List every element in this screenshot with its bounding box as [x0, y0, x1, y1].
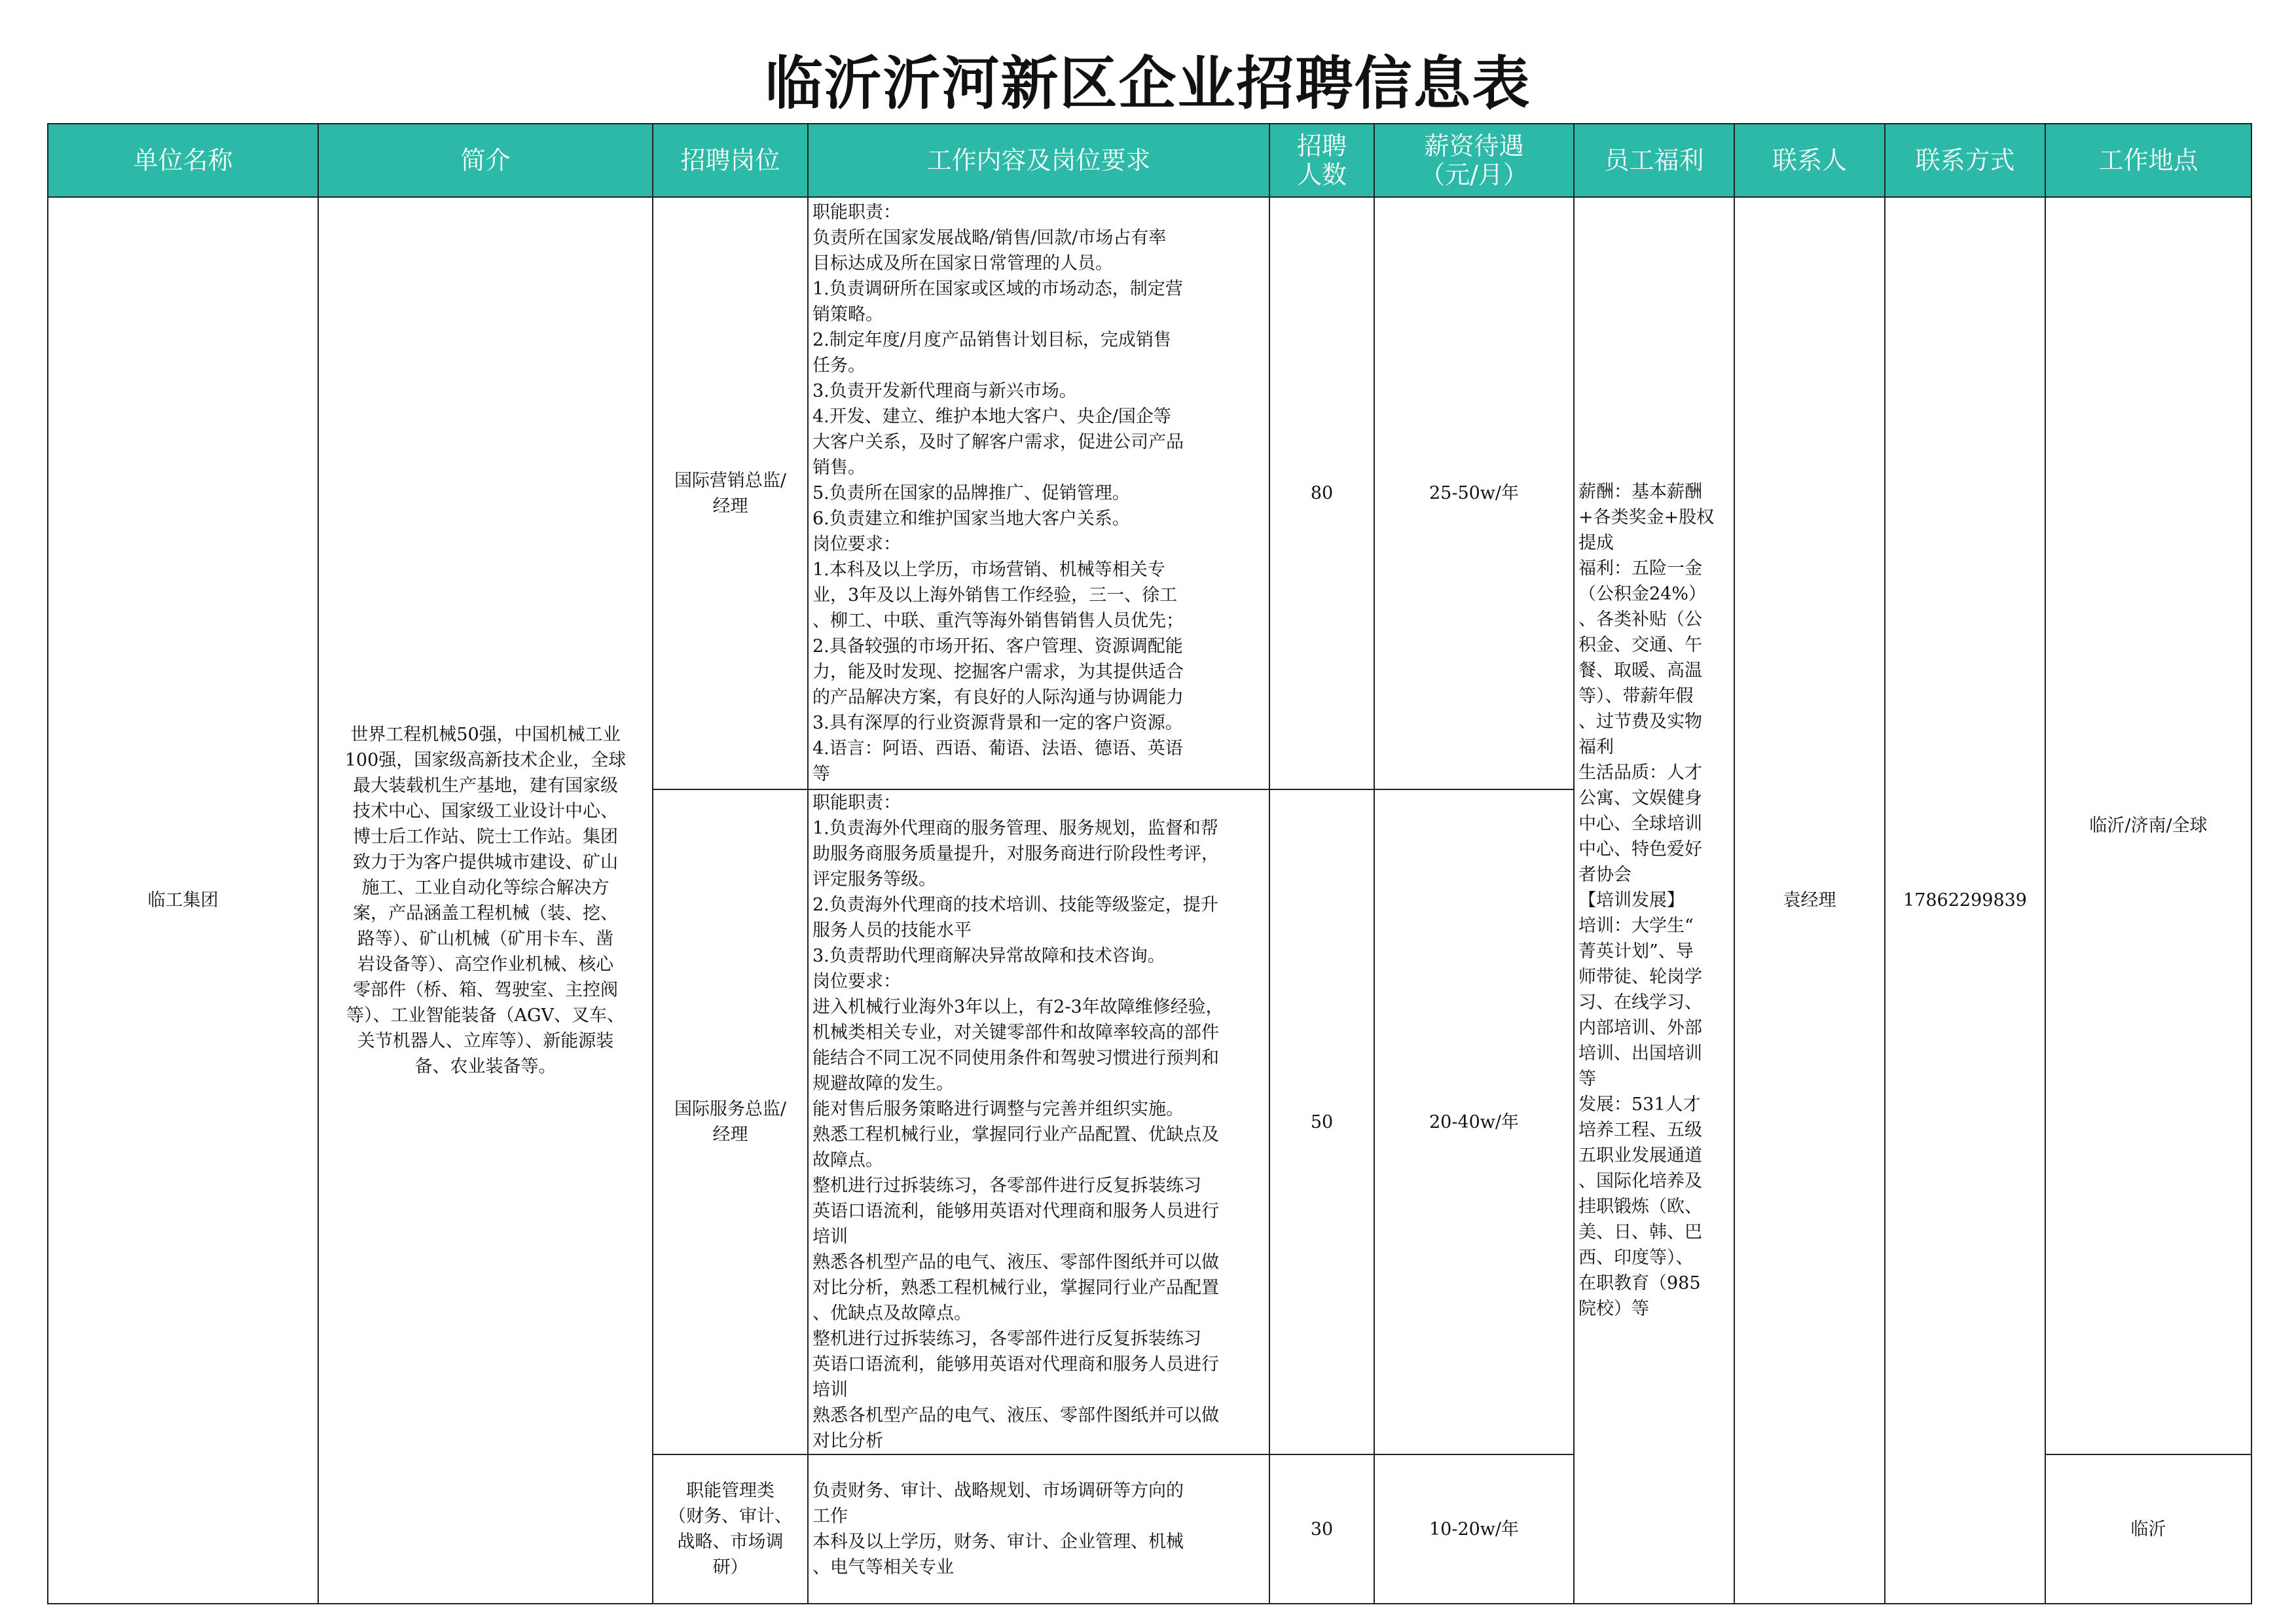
description-line: 本科及以上学历，财务、审计、企业管理、机械: [812, 1532, 1184, 1552]
intro-line: 路等）、矿山机械（矿用卡车、凿: [357, 928, 614, 949]
description-line: 1.负责调研所在国家或区域的市场动态，制定营: [812, 279, 1183, 299]
description-line: 2.制定年度/月度产品销售计划目标，完成销售: [812, 330, 1171, 350]
intro-line: 博士后工作站、院士工作站。集团: [353, 826, 618, 847]
intro-line: 等）、工业智能装备（AGV、叉车、: [346, 1005, 625, 1026]
intro-line: 备、农业装备等。: [414, 1056, 556, 1077]
job-salary: 25-50w/年: [1374, 197, 1574, 789]
description-line: 力，能及时发现、挖掘客户需求，为其提供适合: [812, 662, 1184, 682]
job-location: 临沂: [2045, 1454, 2251, 1604]
intro-line: 零部件（桥、箱、驾驶室、主控阀: [353, 979, 618, 1000]
description-line: 对比分析: [812, 1431, 883, 1451]
benefit-line: 、各类补贴（公: [1578, 609, 1702, 630]
description-line: 3.负责帮助代理商解决异常故障和技术咨询。: [812, 946, 1165, 966]
description-line: 培训: [812, 1380, 848, 1400]
benefit-line: 等: [1578, 1069, 1596, 1089]
description-line: 、柳工、中联、重汽等海外销售销售人员优先；: [812, 611, 1184, 631]
header-phone: 联系方式: [1885, 124, 2045, 197]
description-line: 2.负责海外代理商的技术培训、技能等级鉴定，提升: [812, 895, 1218, 915]
intro-line: 世界工程机械50强，中国机械工业: [350, 724, 621, 745]
intro-line: 100强，国家级高新技术企业，全球: [344, 749, 627, 770]
benefit-line: （公积金24%）: [1578, 584, 1707, 604]
benefit-line: 西、印度等）、: [1578, 1248, 1694, 1268]
intro-line: 致力于为客户提供城市建设、矿山: [353, 852, 618, 873]
description-line: 1.负责海外代理商的服务管理、服务规划，监督和帮: [812, 818, 1218, 839]
description-line: 职能职责：: [812, 793, 901, 813]
description-line: 进入机械行业海外3年以上，有2-3年故障维修经验，: [812, 997, 1224, 1017]
description-line: 熟悉各机型产品的电气、液压、零部件图纸并可以做: [812, 1252, 1219, 1272]
benefit-line: 等）、带薪年假: [1578, 686, 1694, 706]
intro-line: 岩设备等）、高空作业机械、核心: [357, 954, 614, 975]
benefit-line: 内部培训、外部: [1578, 1018, 1702, 1038]
job-position: 国际服务总监/ 经理: [653, 789, 808, 1454]
description-line: 、优缺点及故障点。: [812, 1303, 972, 1324]
description-line: 熟悉工程机械行业，掌握同行业产品配置、优缺点及: [812, 1125, 1219, 1145]
company-benefits: [1574, 197, 1734, 1604]
description-line: 的产品解决方案，有良好的人际沟通与协调能力: [812, 687, 1184, 708]
header-row: [48, 124, 2251, 197]
benefit-line: 、国际化培养及: [1578, 1171, 1702, 1191]
benefit-line: 培训、出国培训: [1578, 1043, 1702, 1064]
company-name: 临工集团: [48, 197, 318, 1604]
benefit-line: 师带徒、轮岗学: [1578, 967, 1702, 987]
benefit-line: +各类奖金+股权: [1578, 507, 1715, 528]
description-line: 负责财务、审计、战略规划、市场调研等方向的: [812, 1481, 1184, 1501]
benefit-line: 薪酬：基本薪酬: [1578, 482, 1702, 502]
job-salary: 20-40w/年: [1374, 789, 1574, 1454]
benefit-line: 提成: [1578, 533, 1614, 553]
description-line: 销策略。: [812, 304, 883, 325]
header-unit-name: 单位名称: [48, 124, 318, 197]
table-row: [48, 197, 2251, 789]
header-contact: 联系人: [1734, 124, 1885, 197]
description-line: 3.负责开发新代理商与新兴市场。: [812, 381, 1077, 401]
job-description: [808, 197, 1269, 789]
benefit-line: 发展：531人才: [1578, 1094, 1701, 1115]
benefit-line: 、过节费及实物: [1578, 712, 1702, 732]
description-line: 岗位要求：: [812, 534, 901, 554]
intro-line: 施工、工业自动化等综合解决方: [361, 877, 610, 898]
description-line: 职能职责：: [812, 202, 901, 223]
description-line: 任务。: [812, 355, 866, 376]
header-intro: 简介: [318, 124, 653, 197]
description-line: 故障点。: [812, 1150, 883, 1170]
description-line: 培训: [812, 1227, 848, 1247]
description-line: 业，3年及以上海外销售工作经验，三一、徐工: [812, 585, 1178, 605]
description-line: 对比分析，熟悉工程机械行业，掌握同行业产品配置: [812, 1278, 1219, 1298]
contact-phone: 17862299839: [1885, 197, 2045, 1604]
benefit-line: 在职教育（985: [1578, 1273, 1701, 1293]
intro-line: 最大装载机生产基地，建有国家级: [353, 775, 618, 796]
description-line: 大客户关系，及时了解客户需求，促进公司产品: [812, 432, 1184, 452]
benefit-line: 【培训发展】: [1578, 890, 1685, 911]
description-line: 能对售后服务策略进行调整与完善并组织实施。: [812, 1099, 1184, 1119]
header-benefits: 员工福利: [1574, 124, 1734, 197]
description-line: 1.本科及以上学历，市场营销、机械等相关专: [812, 560, 1165, 580]
job-location: 临沂/济南/全球: [2045, 197, 2251, 1454]
page-title: 临沂沂河新区企业招聘信息表: [765, 49, 1531, 117]
description-line: 6.负责建立和维护国家当地大客户关系。: [812, 509, 1130, 529]
benefit-line: 者协会: [1578, 865, 1631, 885]
header-content: 工作内容及岗位要求: [808, 124, 1269, 197]
description-line: 销售。: [812, 458, 866, 478]
job-count: 80: [1269, 197, 1374, 789]
description-line: 规避故障的发生。: [812, 1074, 954, 1094]
benefit-line: 中心、特色爱好: [1578, 839, 1702, 859]
job-position: 国际营销总监/ 经理: [653, 197, 808, 789]
benefit-line: 培训：大学生“: [1578, 916, 1694, 936]
description-line: 、电气等相关专业: [812, 1557, 954, 1578]
job-salary: 10-20w/年: [1374, 1454, 1574, 1604]
description-line: 英语口语流利，能够用英语对代理商和服务人员进行: [812, 1201, 1219, 1221]
job-count: 50: [1269, 789, 1374, 1454]
contact-person: 袁经理: [1734, 197, 1885, 1604]
job-description: [808, 789, 1269, 1454]
benefit-line: 福利: [1578, 737, 1614, 757]
benefit-line: 福利：五险一金: [1578, 558, 1702, 579]
description-line: 负责所在国家发展战略/销售/回款/市场占有率: [812, 228, 1167, 248]
job-position: 职能管理类 （财务、审计、 战略、市场调 研）: [653, 1454, 808, 1604]
job-description: [808, 1454, 1269, 1604]
benefit-line: 培养工程、五级: [1578, 1120, 1702, 1140]
job-count: 30: [1269, 1454, 1374, 1604]
description-line: 能结合不同工况不同使用条件和驾驶习惯进行预判和: [812, 1048, 1219, 1068]
description-line: 4.开发、建立、维护本地大客户、央企/国企等: [812, 406, 1171, 427]
benefit-line: 生活品质：人才: [1578, 763, 1702, 783]
description-line: 机械类相关专业，对关键零部件和故障率较高的部件: [812, 1022, 1219, 1043]
intro-line: 技术中心、国家级工业设计中心、: [353, 801, 618, 821]
benefit-line: 积金、交通、午: [1578, 635, 1702, 655]
header-count: 招聘 人数: [1269, 124, 1374, 197]
description-line: 目标达成及所在国家日常管理的人员。: [812, 253, 1113, 274]
description-line: 熟悉各机型产品的电气、液压、零部件图纸并可以做: [812, 1405, 1219, 1426]
description-line: 整机进行过拆装练习，各零部件进行反复拆装练习: [812, 1329, 1201, 1349]
benefit-line: 中心、全球培训: [1578, 814, 1702, 834]
description-line: 助服务商服务质量提升，对服务商进行阶段性考评，: [812, 844, 1219, 864]
benefit-line: 挂职锻炼（欧、: [1578, 1197, 1702, 1217]
description-line: 英语口语流利，能够用英语对代理商和服务人员进行: [812, 1354, 1219, 1375]
description-line: 4.语言：阿语、西语、葡语、法语、德语、英语: [812, 738, 1183, 759]
description-line: 3.具有深厚的行业资源背景和一定的客户资源。: [812, 713, 1183, 733]
description-line: 整机进行过拆装练习，各零部件进行反复拆装练习: [812, 1176, 1201, 1196]
company-intro: [318, 197, 653, 1604]
benefit-line: 五职业发展通道: [1578, 1146, 1702, 1166]
benefit-line: 院校）等: [1578, 1299, 1649, 1319]
benefit-line: 美、日、韩、巴: [1578, 1222, 1702, 1242]
description-line: 服务人员的技能水平: [812, 920, 972, 941]
benefit-line: 公寓、文娱健身: [1578, 788, 1702, 808]
description-line: 评定服务等级。: [812, 869, 936, 890]
description-line: 工作: [812, 1506, 848, 1526]
header-location: 工作地点: [2045, 124, 2251, 197]
header-salary: 薪资待遇 （元/月）: [1374, 124, 1574, 197]
benefit-line: 习、在线学习、: [1578, 992, 1702, 1013]
benefit-line: 餐、取暖、高温: [1578, 660, 1702, 681]
description-line: 2.具备较强的市场开拓、客户管理、资源调配能: [812, 636, 1183, 657]
header-position: 招聘岗位: [653, 124, 808, 197]
description-line: 岗位要求：: [812, 971, 901, 992]
description-line: 等: [812, 764, 830, 784]
recruitment-table: [47, 123, 2252, 1604]
intro-line: 案，产品涵盖工程机械（装、挖、: [353, 903, 618, 924]
intro-line: 关节机器人、立库等）、新能源装: [357, 1030, 614, 1051]
benefit-line: 菁英计划”、导: [1578, 941, 1694, 962]
description-line: 5.负责所在国家的品牌推广、促销管理。: [812, 483, 1130, 503]
